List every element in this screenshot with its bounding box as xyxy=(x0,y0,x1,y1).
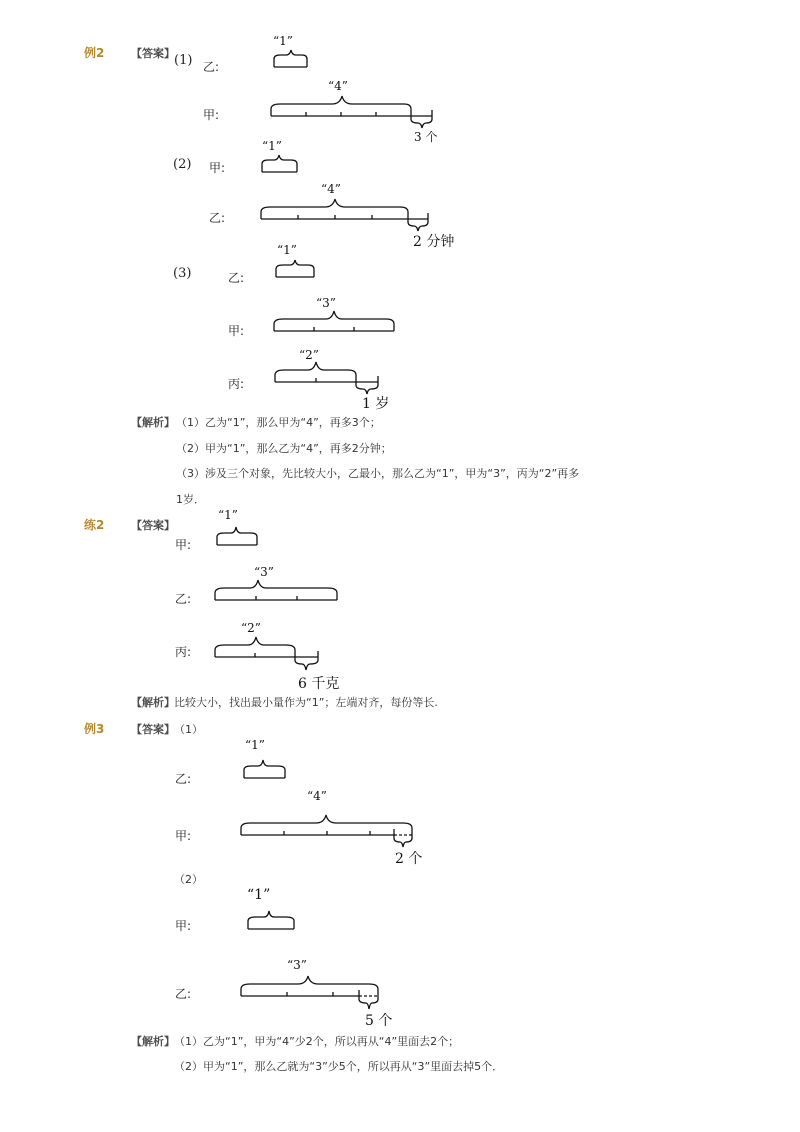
answer-tag: 【答案】 xyxy=(131,519,175,532)
analysis-line: 1岁． xyxy=(176,493,205,506)
brace-extra-2min xyxy=(408,219,428,231)
extra-label: 2 分钟 xyxy=(413,234,455,250)
analysis-tag: 【解析】 xyxy=(131,1035,175,1048)
extra-label: 5 个 xyxy=(365,1013,393,1029)
answer-tag: 【答案】 xyxy=(131,723,175,736)
brace-yi-unit-3 xyxy=(276,260,314,277)
brace-jia-unit-e3 xyxy=(248,911,294,929)
brace-extra-3 xyxy=(411,116,432,128)
row-label: 甲: xyxy=(228,324,245,338)
brace-yi-unit-e3 xyxy=(244,760,285,778)
answer-tag: 【答案】 xyxy=(131,47,175,60)
brace-yi-unit-1 xyxy=(274,50,307,67)
quantity-label: “3” xyxy=(287,958,307,972)
quantity-label: “4” xyxy=(328,79,348,93)
row-label: 乙: xyxy=(228,271,245,285)
practice-2-label: 练2 xyxy=(84,518,105,532)
quantity-label: “1” xyxy=(245,738,265,752)
analysis-tag: 【解析】 xyxy=(131,696,175,709)
quantity-label: “1” xyxy=(277,243,297,257)
analysis-line: （2）甲为“1”，那么乙为“4”，再多2分钟； xyxy=(176,442,392,455)
brace-jia-3 xyxy=(274,311,394,331)
brace-extra-6kg xyxy=(295,657,318,670)
brace-minus-2 xyxy=(394,835,412,847)
quantity-label: “3” xyxy=(254,565,274,579)
quantity-label: “1” xyxy=(273,34,293,48)
quantity-label: “2” xyxy=(299,348,319,362)
row-label: 乙: xyxy=(175,592,192,606)
extra-label: 2 个 xyxy=(395,851,423,867)
part-number: （2） xyxy=(174,873,203,886)
row-label: 乙: xyxy=(209,211,226,225)
brace-yi-3-e3 xyxy=(241,976,378,996)
extra-label: 6 千克 xyxy=(298,676,340,692)
analysis-line: （1）乙为“1”，那么甲为“4”，再多3个； xyxy=(176,416,381,429)
row-label: 丙: xyxy=(175,645,192,659)
analysis-line: （1）乙为“1”，甲为“4”少2个，所以再从“4”里面去2个； xyxy=(174,1035,460,1048)
part-number: (1) xyxy=(174,53,193,68)
quantity-label: “4” xyxy=(321,182,341,196)
part-number: (3) xyxy=(173,266,192,281)
analysis-line: （2）甲为“1”，那么乙就为“3”少5个，所以再从“3”里面去掉5个． xyxy=(174,1060,504,1073)
row-label: 乙: xyxy=(175,987,192,1001)
row-label: 乙: xyxy=(203,60,220,74)
part-number: （1） xyxy=(174,723,203,736)
analysis-line: 比较大小，找出最小量作为“1”；左端对齐，每份等长. xyxy=(174,696,438,709)
brace-jia-unit-l2 xyxy=(217,527,257,545)
row-label: 甲: xyxy=(175,829,192,843)
quantity-label: “2” xyxy=(241,621,261,635)
extra-label: 3 个 xyxy=(414,130,438,144)
brace-minus-5 xyxy=(359,996,378,1009)
example-2-label: 例2 xyxy=(84,46,105,60)
row-label: 丙: xyxy=(228,377,245,391)
row-label: 甲: xyxy=(175,919,192,933)
quantity-label: “1” xyxy=(247,887,271,903)
quantity-label: “1” xyxy=(262,139,282,153)
brace-jia-unit-2 xyxy=(262,155,297,172)
example-3-label: 例3 xyxy=(84,722,105,736)
quantity-label: “3” xyxy=(316,296,336,310)
extra-label: 1 岁 xyxy=(362,396,390,412)
analysis-tag: 【解析】 xyxy=(131,416,175,429)
row-label: 甲: xyxy=(209,161,226,175)
row-label: 甲: xyxy=(175,538,192,552)
part-number: (2) xyxy=(173,157,192,172)
quantity-label: “1” xyxy=(218,508,238,522)
quantity-label: “4” xyxy=(307,789,327,803)
brace-yi-3-l2 xyxy=(215,580,337,600)
analysis-line: （3）涉及三个对象，先比较大小，乙最小，那么乙为“1”，甲为“3”，丙为“2”再多 xyxy=(176,467,580,480)
row-label: 甲: xyxy=(203,108,220,122)
row-label: 乙: xyxy=(175,772,192,786)
